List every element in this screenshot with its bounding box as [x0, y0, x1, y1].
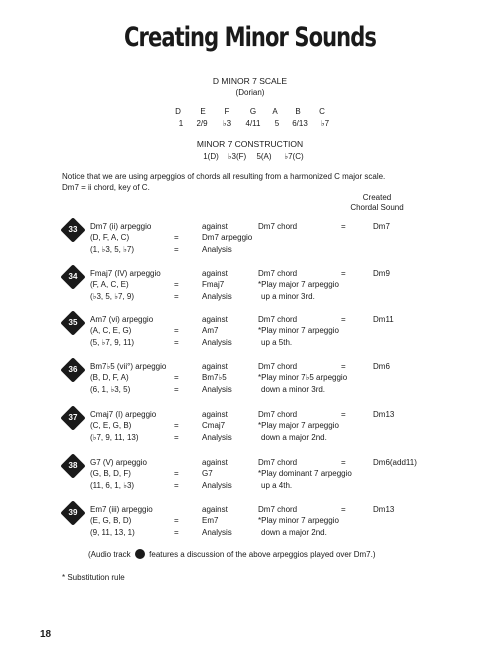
row-notes: (F, A, C, E) — [90, 280, 129, 289]
audio-track-icon — [135, 549, 145, 559]
row-equals: = — [174, 385, 179, 394]
footnote: * Substitution rule — [62, 573, 125, 582]
row-notes: (A, C, E, G) — [90, 326, 132, 335]
scale-degree: 6/13 — [292, 119, 308, 128]
row-arpeggio: Fmaj7 (IV) arpeggio — [90, 269, 161, 278]
arpeggio-row — [0, 222, 500, 262]
row-result: Dm6(add11) — [373, 458, 417, 467]
row-result: Dm13 — [373, 410, 395, 419]
row-against: against — [202, 269, 228, 278]
row-arpeggio: Em7 (iii) arpeggio — [90, 505, 153, 514]
row-arpeggio-name: G7 — [202, 469, 213, 478]
scale-degree: 5 — [274, 119, 280, 128]
row-equals: = — [174, 528, 179, 537]
construction-item: 1(D) — [203, 152, 219, 161]
scale-degree: ♭3 — [222, 119, 232, 128]
row-instruction: *Play dominant 7 arpeggio — [258, 469, 352, 478]
row-arpeggio: Cmaj7 (I) arpeggio — [90, 410, 157, 419]
audio-note-end: features a discussion of the above arpeggios played over Dm7.) — [149, 550, 376, 559]
track-number: 35 — [68, 318, 78, 327]
row-equals: = — [174, 245, 179, 254]
row-target-chord: Dm7 chord — [258, 362, 298, 371]
row-equals: = — [174, 421, 179, 430]
row-equals: = — [341, 505, 346, 514]
scale-note: A — [272, 107, 278, 116]
row-against: against — [202, 505, 228, 514]
row-analysis-label: Analysis — [202, 385, 232, 394]
row-instruction-detail: down a major 2nd. — [261, 528, 327, 537]
intro-line: Notice that we are using arpeggios of chords all resulting from a harmonized C major scale. — [62, 172, 386, 181]
row-instruction: *Play minor 7♭5 arpeggio — [258, 373, 348, 382]
row-against: against — [202, 362, 228, 371]
row-notes: (D, F, A, C) — [90, 233, 130, 242]
row-target-chord: Dm7 chord — [258, 315, 298, 324]
row-instruction: *Play minor 7 arpeggio — [258, 326, 339, 335]
intro-line: Dm7 = ii chord, key of C. — [62, 183, 150, 192]
row-arpeggio: Dm7 (ii) arpeggio — [90, 222, 152, 231]
arpeggio-row — [0, 362, 500, 402]
scale-note: B — [295, 107, 301, 116]
row-instruction: *Play minor 7 arpeggio — [258, 516, 339, 525]
row-instruction-detail: up a minor 3rd. — [261, 292, 315, 301]
arpeggio-row — [0, 410, 500, 450]
row-equals: = — [341, 315, 346, 324]
row-intervals: (♭3, 5, ♭7, 9) — [90, 292, 135, 301]
row-arpeggio-name: Dm7 arpeggio — [202, 233, 253, 242]
row-equals: = — [174, 433, 179, 442]
audio-note-start: (Audio track — [88, 550, 131, 559]
row-analysis-label: Analysis — [202, 433, 232, 442]
row-target-chord: Dm7 chord — [258, 458, 298, 467]
row-equals: = — [341, 410, 346, 419]
track-number: 34 — [68, 272, 78, 281]
scale-subtitle: (Dorian) — [235, 88, 265, 97]
row-instruction-detail: down a major 2nd. — [261, 433, 327, 442]
scale-degree: 2/9 — [196, 119, 208, 128]
row-notes: (G, B, D, F) — [90, 469, 131, 478]
row-equals: = — [341, 362, 346, 371]
scale-degree: 1 — [178, 119, 184, 128]
audio-note — [88, 549, 376, 559]
row-instruction: *Play major 7 arpeggio — [258, 280, 339, 289]
row-analysis-label: Analysis — [202, 338, 232, 347]
row-result: Dm9 — [373, 269, 390, 278]
row-instruction: *Play major 7 arpeggio — [258, 421, 339, 430]
page-title: Creating Minor Sounds — [124, 22, 376, 53]
row-equals: = — [341, 269, 346, 278]
row-equals: = — [341, 458, 346, 467]
row-instruction-detail: up a 4th. — [261, 481, 293, 490]
row-against: against — [202, 458, 228, 467]
row-equals: = — [174, 516, 179, 525]
track-number: 36 — [68, 365, 78, 374]
page-number: 18 — [40, 629, 52, 640]
row-intervals: (♭7, 9, 11, 13) — [90, 433, 139, 442]
row-intervals: (9, 11, 13, 1) — [90, 528, 135, 537]
arpeggio-row — [0, 315, 500, 355]
row-equals: = — [341, 222, 346, 231]
construction-title: MINOR 7 CONSTRUCTION — [196, 139, 304, 149]
row-analysis-label: Analysis — [202, 245, 232, 254]
scale-note: G — [249, 107, 257, 116]
track-number: 39 — [68, 508, 78, 517]
row-arpeggio: G7 (V) arpeggio — [90, 458, 147, 467]
row-equals: = — [174, 481, 179, 490]
row-intervals: (1, ♭3, 5, ♭7) — [90, 245, 135, 254]
row-notes: (E, G, B, D) — [90, 516, 132, 525]
row-arpeggio-name: Am7 — [202, 326, 219, 335]
row-equals: = — [174, 326, 179, 335]
track-number: 38 — [68, 461, 78, 470]
row-equals: = — [174, 292, 179, 301]
arpeggio-row — [0, 505, 500, 545]
header-created: Created — [362, 193, 392, 202]
header-chordal-sound: Chordal Sound — [350, 203, 404, 212]
row-instruction-detail: up a 5th. — [261, 338, 293, 347]
scale-note: F — [224, 107, 230, 116]
construction-item: ♭3(F) — [227, 152, 247, 161]
scale-note: E — [200, 107, 206, 116]
row-result: Dm6 — [373, 362, 390, 371]
row-target-chord: Dm7 chord — [258, 505, 298, 514]
row-target-chord: Dm7 chord — [258, 222, 298, 231]
row-intervals: (6, 1, ♭3, 5) — [90, 385, 131, 394]
row-analysis-label: Analysis — [202, 481, 232, 490]
construction-item: ♭7(C) — [284, 152, 304, 161]
row-instruction-detail: down a minor 3rd. — [261, 385, 326, 394]
row-analysis-label: Analysis — [202, 528, 232, 537]
row-arpeggio-name: Em7 — [202, 516, 219, 525]
scale-degree: 4/11 — [245, 119, 261, 128]
row-result: Dm11 — [373, 315, 394, 324]
row-notes: (B, D, F, A) — [90, 373, 129, 382]
scale-note: C — [319, 107, 325, 116]
row-equals: = — [174, 338, 179, 347]
track-number: 33 — [68, 225, 78, 234]
row-intervals: (11, 6, 1, ♭3) — [90, 481, 135, 490]
row-arpeggio-name: Cmaj7 — [202, 421, 226, 430]
row-equals: = — [174, 469, 179, 478]
scale-title: D MINOR 7 SCALE — [212, 76, 288, 86]
row-equals: = — [174, 280, 179, 289]
row-arpeggio: Am7 (vi) arpeggio — [90, 315, 154, 324]
arpeggio-row — [0, 458, 500, 498]
row-notes: (C, E, G, B) — [90, 421, 132, 430]
row-against: against — [202, 315, 228, 324]
row-against: against — [202, 222, 228, 231]
row-arpeggio: Bm7♭5 (vii°) arpeggio — [90, 362, 167, 371]
row-analysis-label: Analysis — [202, 292, 232, 301]
scale-note: D — [175, 107, 181, 116]
row-equals: = — [174, 373, 179, 382]
row-equals: = — [174, 233, 179, 242]
scale-degree: ♭7 — [320, 119, 330, 128]
arpeggio-row — [0, 269, 500, 309]
construction-item: 5(A) — [256, 152, 272, 161]
row-target-chord: Dm7 chord — [258, 410, 298, 419]
row-intervals: (5, ♭7, 9, 11) — [90, 338, 135, 347]
row-arpeggio-name: Bm7♭5 — [202, 373, 227, 382]
row-arpeggio-name: Fmaj7 — [202, 280, 225, 289]
row-target-chord: Dm7 chord — [258, 269, 298, 278]
row-result: Dm13 — [373, 505, 395, 514]
row-against: against — [202, 410, 228, 419]
row-result: Dm7 — [373, 222, 390, 231]
track-number: 37 — [68, 413, 78, 422]
